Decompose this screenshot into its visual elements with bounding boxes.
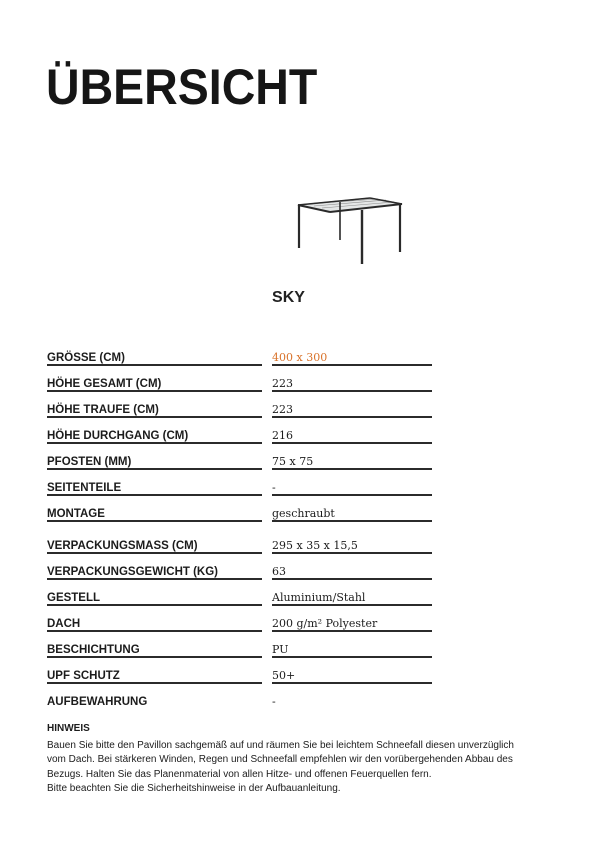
spec-value: 216 — [272, 429, 293, 442]
spec-row — [47, 444, 432, 470]
spec-label: HÖHE TRAUFE (CM) — [47, 404, 159, 416]
notes-line: Bitte beachten Sie die Sicherheitshinweise in der Aufbauanleitung. — [47, 783, 341, 794]
spec-row — [47, 606, 432, 632]
spec-value: 295 x 35 x 15,5 — [272, 539, 358, 552]
notes-line: Bauen Sie bitte den Pavillon sachgemäß auf und räumen Sie bei leichtem Schneefall diesen unverzüglich — [47, 739, 514, 751]
spec-label: BESCHICHTUNG — [47, 644, 140, 656]
spec-row — [47, 632, 432, 658]
spec-row — [47, 392, 432, 418]
notes-section — [47, 722, 567, 797]
spec-row — [47, 366, 432, 392]
spec-value: 223 — [272, 403, 293, 416]
spec-row — [47, 418, 432, 444]
spec-row — [47, 496, 432, 522]
page-title: ÜBERSICHT — [46, 59, 318, 115]
notes-line: vom Dach. Bei stärkeren Winden, Regen und Schneefall empfehlen wir den vorübergehenden Abbau des — [47, 754, 513, 765]
spec-value: geschraubt — [272, 507, 335, 520]
spec-value: 75 x 75 — [272, 455, 314, 468]
spec-label: PFOSTEN (MM) — [47, 456, 132, 468]
spec-value: 50+ — [272, 669, 296, 682]
spec-value: 200 g/m² Polyester — [272, 617, 378, 630]
spec-row — [47, 522, 432, 554]
spec-value: 400 x 300 — [272, 351, 328, 364]
spec-value: 223 — [272, 377, 293, 390]
spec-row — [47, 554, 432, 580]
notes-body — [47, 739, 567, 797]
spec-label: GESTELL — [47, 592, 101, 604]
notes-line: Bezugs. Halten Sie das Planenmaterial von allen Hitze- und offenen Feuerquellen fern. — [47, 768, 432, 780]
spec-table — [47, 340, 432, 710]
notes-heading: HINWEIS — [47, 723, 90, 734]
spec-label: VERPACKUNGSMASS (CM) — [47, 540, 198, 552]
spec-label: DACH — [47, 618, 81, 630]
spec-value: - — [272, 481, 276, 494]
spec-row — [47, 340, 432, 366]
spec-row — [47, 470, 432, 496]
spec-label: AUFBEWAHRUNG — [47, 696, 148, 708]
spec-row — [47, 684, 432, 710]
pavilion-illustration — [290, 190, 410, 270]
spec-value: 63 — [272, 565, 286, 578]
spec-label: HÖHE DURCHGANG (CM) — [47, 430, 189, 442]
spec-value: - — [272, 695, 276, 708]
spec-value: Aluminium/Stahl — [272, 591, 366, 604]
spec-label: HÖHE GESAMT (CM) — [47, 378, 162, 390]
spec-row — [47, 580, 432, 606]
product-name: SKY — [272, 289, 305, 306]
spec-label: UPF SCHUTZ — [47, 670, 120, 682]
spec-label: GRÖSSE (CM) — [47, 352, 125, 364]
spec-label: VERPACKUNGSGEWICHT (KG) — [47, 566, 219, 578]
spec-row — [47, 658, 432, 684]
spec-label: MONTAGE — [47, 508, 105, 520]
spec-value: PU — [272, 643, 289, 656]
spec-label: SEITENTEILE — [47, 482, 122, 494]
